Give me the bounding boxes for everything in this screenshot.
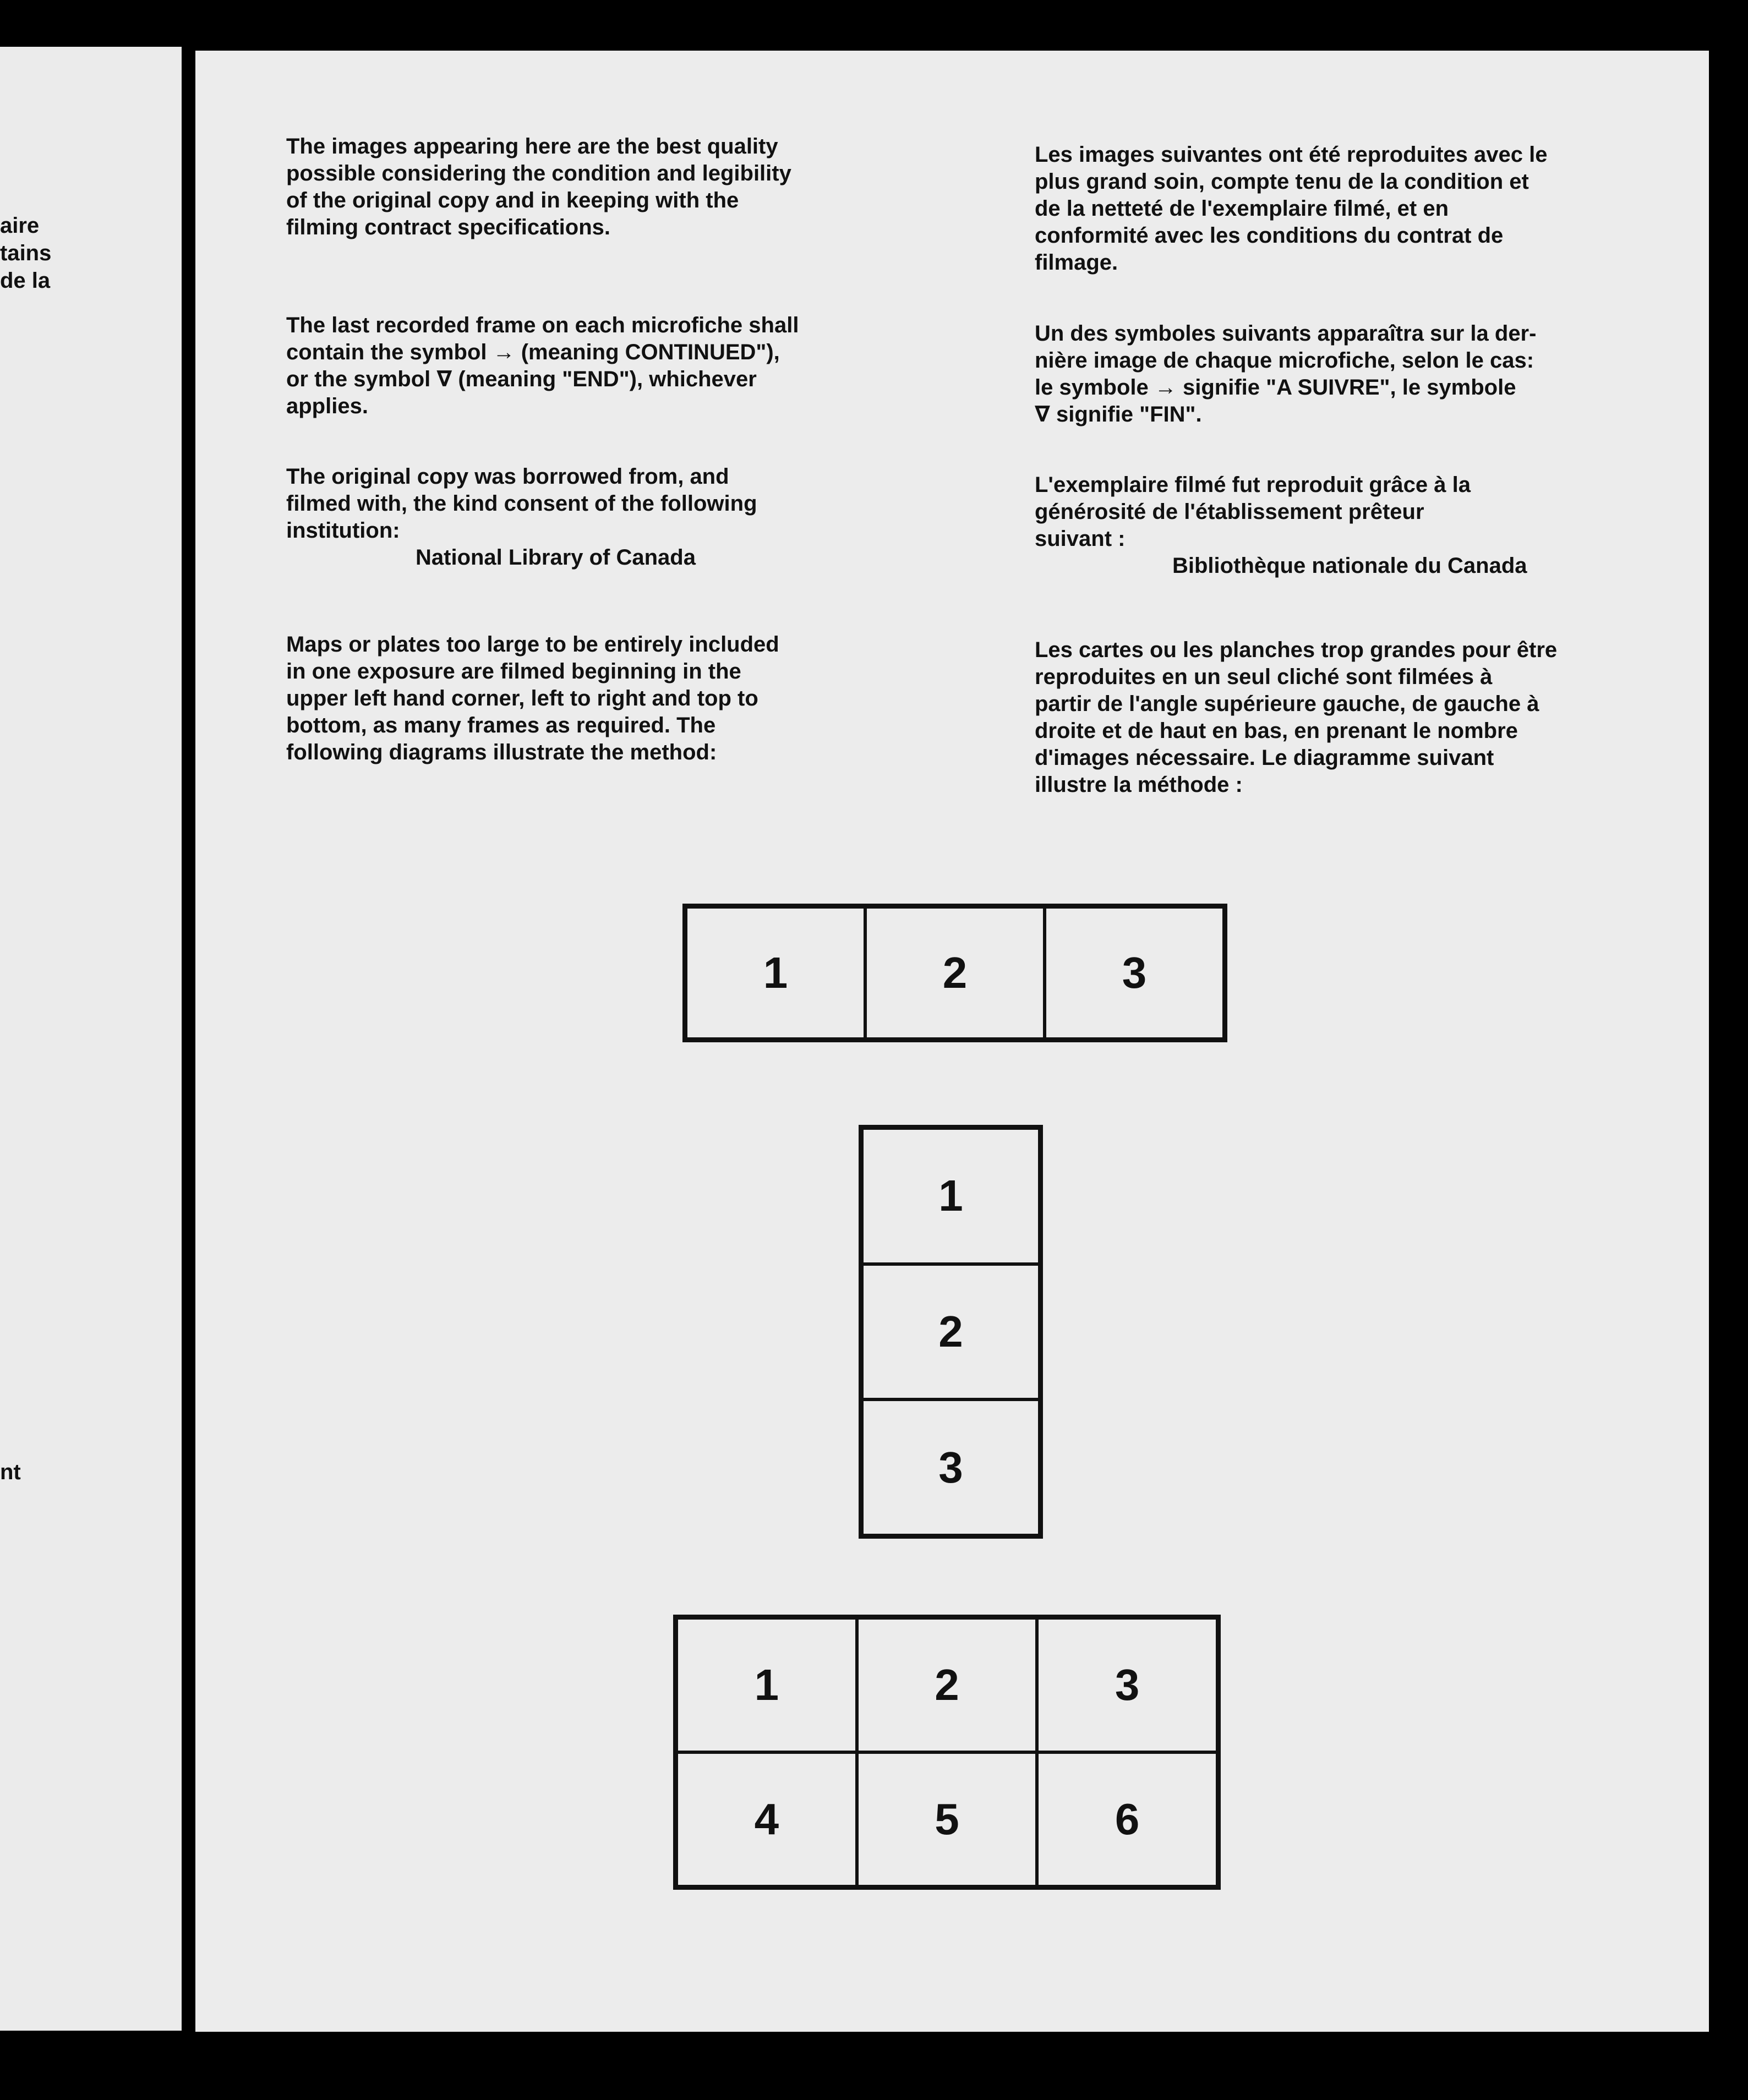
text-line: or the symbol ∇ (meaning "END"), whichever	[286, 367, 757, 391]
text-line: applies.	[286, 394, 368, 418]
maps-paragraph-en	[286, 631, 914, 766]
frame-cell: 3	[862, 1399, 1040, 1535]
frame-cell: 1	[862, 1128, 1040, 1264]
fragment-text-top	[0, 212, 51, 294]
frame-cell: 3	[1045, 907, 1224, 1039]
frame-cell: 2	[862, 1264, 1040, 1400]
text-line: L'exemplaire filmé fut reproduit grâce à la	[1035, 473, 1471, 497]
text-line: générosité de l'établissement prêteur	[1035, 500, 1424, 524]
frame-cell: 1	[686, 907, 865, 1039]
frame-cell: 6	[1037, 1752, 1217, 1886]
text-line: following diagrams illustrate the method:	[286, 740, 717, 764]
text-line: Un des symboles suivants apparaîtra sur la der-	[1035, 321, 1537, 346]
maps-paragraph-fr	[1035, 637, 1662, 799]
text-line: ∇ signifie "FIN".	[1035, 402, 1202, 426]
text-line: de la netteté de l'exemplaire filmé, et en	[1035, 196, 1449, 221]
fragment-line: aire	[0, 214, 40, 238]
fragment-line: de la	[0, 269, 51, 293]
text-line: illustre la méthode :	[1035, 773, 1243, 797]
text-line: Maps or plates too large to be entirely included	[286, 632, 779, 657]
horizontal-frames-diagram	[682, 904, 1227, 1042]
text-line: upper left hand corner, left to right and top to	[286, 686, 758, 710]
text-line: possible considering the condition and legibility	[286, 161, 791, 185]
text-line: nière image de chaque microfiche, selon le cas:	[1035, 348, 1534, 373]
text-line: contain the symbol → (meaning CONTINUED"),	[286, 340, 780, 364]
fragment-line: nt	[0, 1460, 21, 1484]
institution-name-fr: Bibliothèque nationale du Canada	[1172, 554, 1527, 578]
text-line: partir de l'angle supérieure gauche, de gauche à	[1035, 692, 1539, 716]
text-line: filmage.	[1035, 250, 1118, 275]
quality-paragraph-fr	[1035, 141, 1662, 276]
text-line: le symbole → signifie "A SUIVRE", le symbole	[1035, 375, 1516, 400]
institution-name-en: National Library of Canada	[416, 545, 696, 570]
institution-paragraph-fr	[1035, 472, 1662, 579]
text-line: in one exposure are filmed beginning in the	[286, 659, 741, 683]
text-line: institution:	[286, 518, 400, 543]
institution-paragraph-en	[286, 463, 914, 571]
text-line: The images appearing here are the best quality	[286, 134, 778, 158]
frame-cell: 1	[676, 1618, 857, 1752]
text-line: d'images nécessaire. Le diagramme suivant	[1035, 746, 1494, 770]
fragment-text-bottom	[0, 1458, 21, 1486]
quality-paragraph-en	[286, 133, 914, 241]
frame-cell: 3	[1037, 1618, 1217, 1752]
text-line: suivant :	[1035, 527, 1126, 551]
text-line: The last recorded frame on each microfiche shall	[286, 313, 799, 337]
text-line: filmed with, the kind consent of the following	[286, 491, 757, 516]
text-line: droite et de haut en bas, en prenant le nombre	[1035, 719, 1518, 743]
frame-cell: 2	[865, 907, 1045, 1039]
text-line: Les cartes ou les planches trop grandes pour être	[1035, 638, 1558, 662]
symbols-paragraph-fr	[1035, 320, 1662, 428]
grid-frames-diagram	[673, 1615, 1221, 1890]
text-line: bottom, as many frames as required. The	[286, 713, 716, 737]
text-line: The original copy was borrowed from, and	[286, 464, 729, 489]
document-page	[195, 51, 1709, 2032]
symbols-paragraph-en	[286, 312, 914, 420]
text-line: reproduites en un seul cliché sont filmées à	[1035, 665, 1493, 689]
text-line: of the original copy and in keeping with the	[286, 188, 739, 212]
frame-cell: 2	[857, 1618, 1037, 1752]
text-line: filming contract specifications.	[286, 215, 611, 239]
vertical-frames-diagram	[859, 1125, 1043, 1539]
previous-page-fragment	[0, 47, 182, 2031]
text-line: conformité avec les conditions du contrat de	[1035, 223, 1504, 248]
frame-cell: 5	[857, 1752, 1037, 1886]
frame-cell: 4	[676, 1752, 857, 1886]
text-line: Les images suivantes ont été reproduites avec le	[1035, 143, 1548, 167]
text-line: plus grand soin, compte tenu de la condition et	[1035, 169, 1529, 194]
fragment-line: tains	[0, 241, 52, 265]
